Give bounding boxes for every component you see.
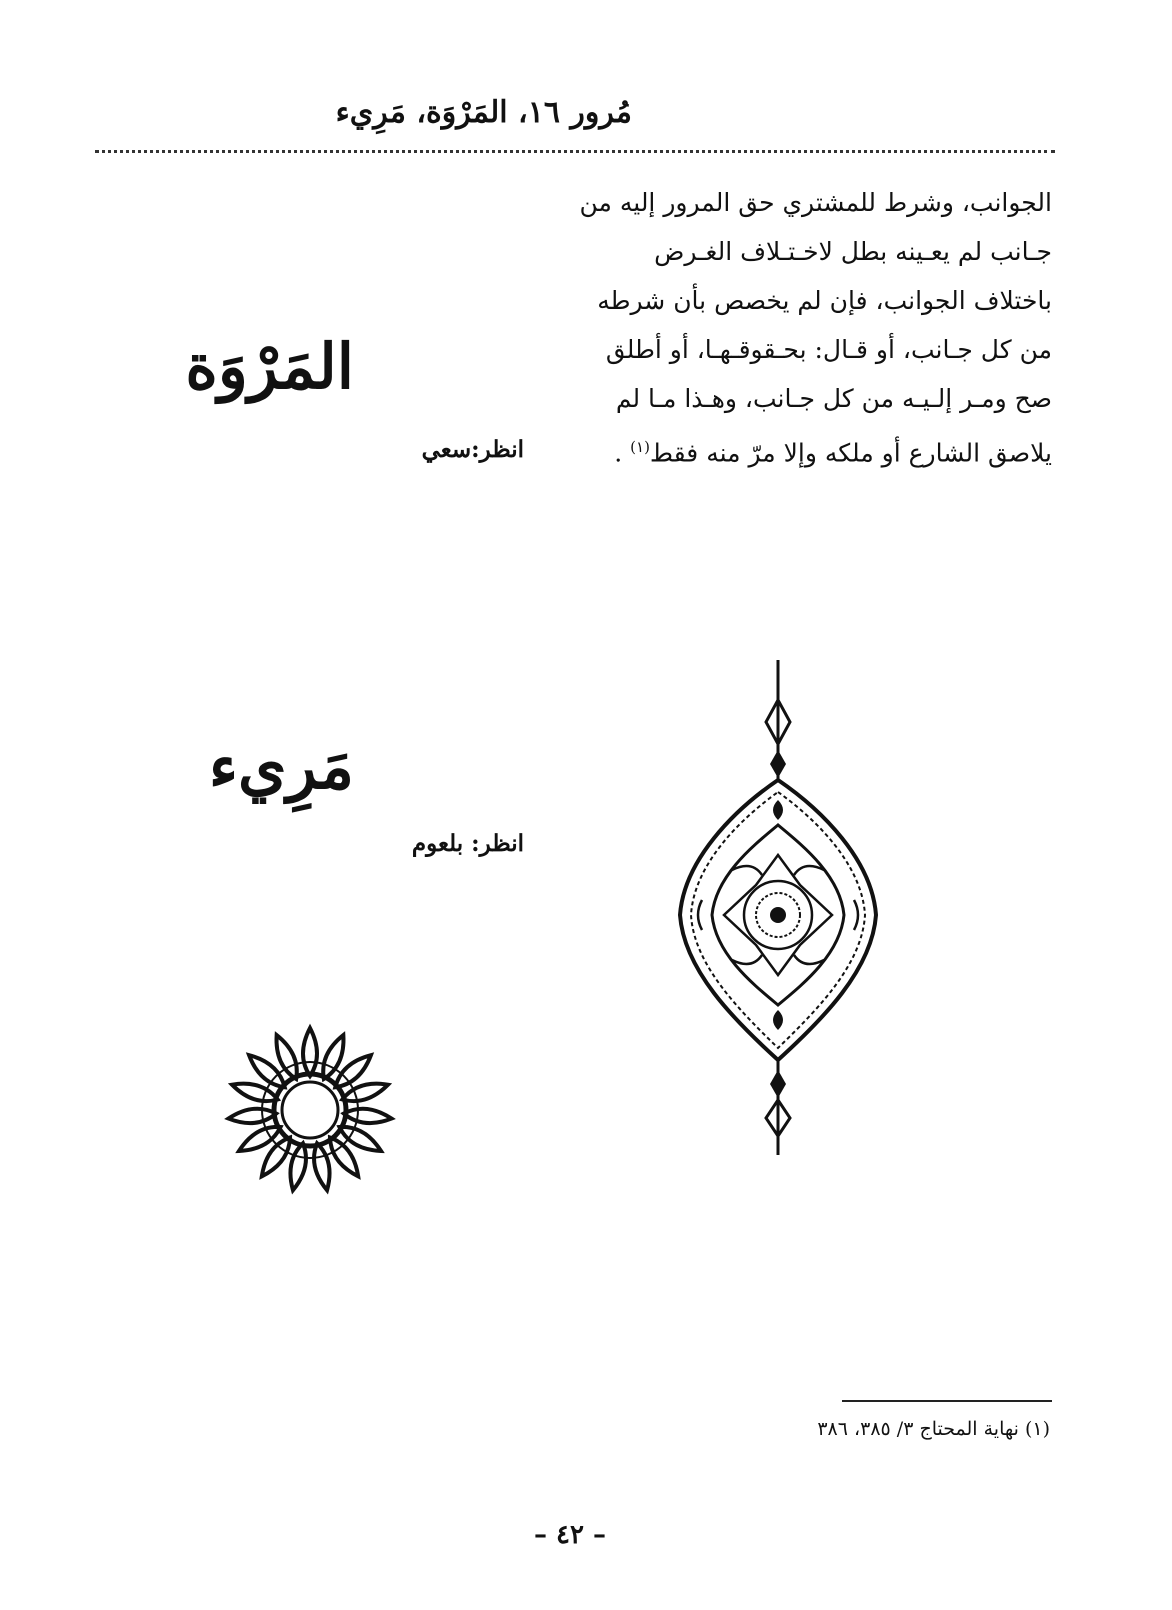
see-reference-marwa: انظر:سعي bbox=[421, 436, 524, 463]
paragraph-line: الجوانب، وشرط للمشتري حق المرور إليه من bbox=[579, 188, 1052, 217]
paragraph-end-mark: . bbox=[614, 438, 631, 468]
star-rosette-ornament-icon bbox=[222, 1022, 398, 1198]
paragraph-line: صح ومـر إلـيـه من كل جـانب، وهـذا مـا لم bbox=[615, 384, 1052, 413]
footnote: (١) نهاية المحتاج ٣/ ٣٨٥، ٣٨٦ bbox=[817, 1418, 1050, 1440]
medallion-ornament-icon bbox=[672, 660, 884, 1155]
paragraph-line: من كل جـانب، أو قـال: بحـقوقـهـا، أو أطلق bbox=[605, 335, 1052, 364]
paragraph-line-text: يلاصق الشارع أو ملكه وإلا مرّ منه فقط bbox=[649, 438, 1052, 468]
footnote-rule bbox=[842, 1400, 1052, 1402]
entry-title-marwa: المَرْوَة bbox=[185, 330, 354, 403]
paragraph-line: جـانب لم يعـينه بطل لاخـتـلاف الغـرض bbox=[654, 237, 1052, 266]
see-reference-marii: انظر: بلعوم bbox=[411, 830, 524, 857]
page-number: – ٤٢ – bbox=[533, 1520, 607, 1550]
paragraph-line: باختلاف الجوانب، فإن لم يخصص بأن شرطه bbox=[597, 286, 1052, 315]
main-paragraph bbox=[579, 178, 1052, 477]
footnote-marker: (١) bbox=[630, 438, 650, 456]
running-header: مُرور ١٦، المَرْوَة، مَرِيء bbox=[335, 95, 632, 130]
header-dotted-rule bbox=[95, 150, 1055, 153]
entry-title-marii: مَرِيء bbox=[208, 730, 354, 803]
paragraph-line-last bbox=[592, 423, 1052, 477]
